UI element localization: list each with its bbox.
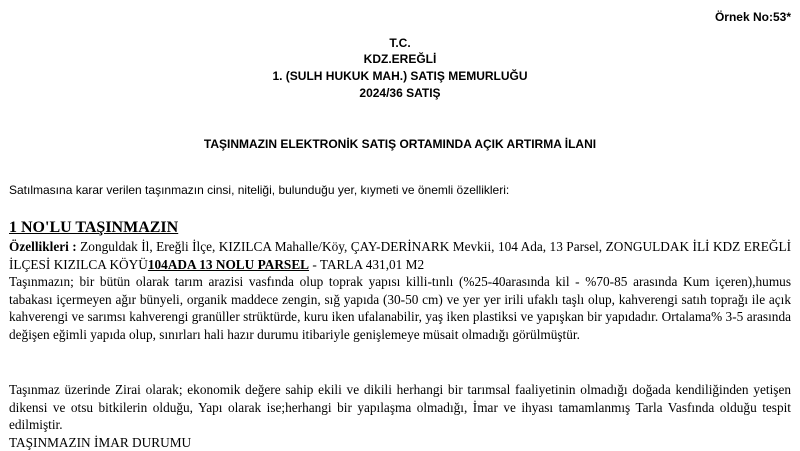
sample-number: Örnek No:53* — [715, 10, 791, 24]
features-label: Özellikleri : — [9, 239, 77, 254]
property-description: Taşınmazın; bir bütün olarak tarım arazisi vasfında olup toprak yapısı killi-tınlı (%25-40arasında kil - %70-85 arasında Kum içeren),humus tabakası içermeyen ağır bünyeli, organik maddece zengin, sığ yapıda (30-50 cm) ve yer yer irili ufaklı taşlı olup, kahverengi satıh toprağı ile açık kahverengi ve sarımsı kahverengi granüller strüktürde, kuru iken ufalanabilir, yaş iken plastiksi ve yapışkan bir yapıdadır. Ortalama% 3-5 arasında değişen eğimli yapıda olup, sınırları hali hazır durumu itibariyle genişlemeye müsait olmadığı görülmüştür. — [9, 273, 791, 343]
property-details — [9, 238, 791, 343]
property-heading: 1 NO'LU TAŞINMAZIN — [9, 219, 178, 237]
zoning-heading: TAŞINMAZIN İMAR DURUMU — [9, 434, 791, 451]
property-features — [9, 238, 791, 273]
features-text: Zonguldak İl, Ereğli İlçe, KIZILCA Mahalle/Köy, ÇAY-DERİNARK Mevkii, 104 Ada, 13 Parsel, ZONGULDAK İLİ KDZ EREĞLİ İLÇESİ KIZILCA KÖYÜ — [9, 239, 791, 272]
intro-text: Satılmasına karar verilen taşınmazın cinsi, niteliği, bulunduğu yer, kıymeti ve önemli özellikleri: — [9, 183, 509, 197]
condition-text: Taşınmaz üzerinde Zirai olarak; ekonomik değere sahip ekili ve dikili herhangi bir tarımsal faaliyetinin olmadığı doğada kendiliğinden yetişen dikensi ve otsu bitkilerin olduğu, Yapı olarak ise;herhangi bir yapılaşma olmadığı, İmar ve ihyası tamamlanmış Tarla Vasfında olduğu tespit edilmiştir. — [9, 381, 791, 434]
parcel-reference: 104ADA 13 NOLU PARSEL — [148, 257, 309, 272]
parcel-suffix: - TARLA 431,01 M2 — [309, 257, 424, 272]
notice-title: TAŞINMAZIN ELEKTRONİK SATIŞ ORTAMINDA AÇIK ARTIRMA İLANI — [0, 137, 800, 151]
header-office: 1. (SULH HUKUK MAH.) SATIŞ MEMURLUĞU — [0, 69, 800, 83]
header-district: KDZ.EREĞLİ — [0, 52, 800, 66]
header-case-number: 2024/36 SATIŞ — [0, 86, 800, 100]
header-country: T.C. — [0, 36, 800, 50]
property-condition — [9, 381, 791, 451]
